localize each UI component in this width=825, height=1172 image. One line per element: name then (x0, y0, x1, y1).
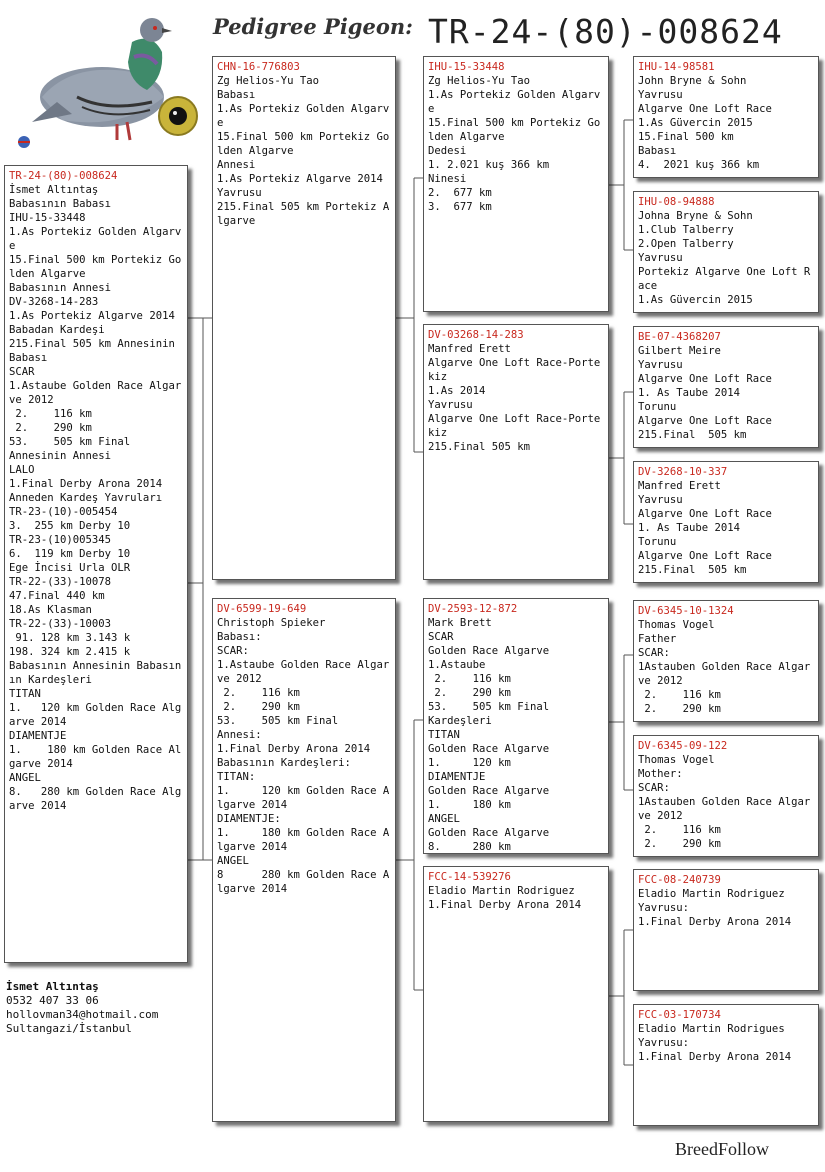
detail-line: 8 280 km Golden Race Algarve 2014 (217, 869, 390, 895)
detail-line: Mark Brett (428, 617, 492, 629)
detail-line: Babası: (217, 631, 262, 643)
sss-details (638, 74, 814, 172)
detail-line: Algarve One Loft Race (638, 415, 772, 427)
detail-line: Ninesi (428, 173, 467, 185)
ddd-details (638, 1022, 814, 1064)
subject-card (4, 165, 188, 963)
detail-line: SCAR (428, 631, 454, 643)
detail-line: 1.Astaube (428, 659, 486, 671)
detail-line: Mother: (638, 768, 683, 780)
detail-line: Dedesi (428, 145, 467, 157)
detail-line: DIAMENTJE (428, 771, 486, 783)
detail-line: Eladio Martin Rodriguez (638, 888, 785, 900)
dam-card (212, 598, 396, 1122)
detail-line: Father (638, 633, 677, 645)
detail-line: Babadan Kardeşi (9, 324, 105, 336)
detail-line: 1. As Taube 2014 (638, 522, 741, 534)
detail-line: 15.Final 500 km Portekiz Golden Algarve (428, 117, 601, 143)
detail-line: 1.Final Derby Arona 2014 (217, 743, 371, 755)
ssd-card (633, 191, 819, 313)
detail-line: Yavrusu (638, 359, 683, 371)
sire-sire-card (423, 56, 609, 312)
detail-line: 215.Final 505 km (638, 429, 747, 441)
detail-line: 1.Club Talberry (638, 224, 734, 236)
detail-line: 2. 677 km (428, 187, 492, 199)
dss-card (633, 600, 819, 722)
detail-line: Torunu (638, 536, 677, 548)
detail-line: Babası (217, 89, 256, 101)
detail-line: 2. 116 km (9, 408, 92, 420)
detail-line: Eladio Martin Rodriguez (428, 885, 575, 897)
detail-line: ANGEL (217, 855, 249, 867)
detail-line: ANGEL (428, 813, 460, 825)
detail-line: DV-3268-14-283 (9, 296, 99, 308)
sds-details (638, 344, 814, 442)
detail-line: 53. 505 km Final (217, 715, 339, 727)
sdd-details (638, 479, 814, 577)
detail-line: 215.Final 505 km Annesinin Babası (9, 338, 182, 364)
sire-sire-details (428, 74, 604, 214)
dam-sire-ring: DV-2593-12-872 (428, 603, 518, 615)
subject-ring: TR-24-(80)-008624 (9, 170, 118, 182)
detail-line: İsmet Altıntaş (9, 184, 99, 196)
detail-line: 15.Final 500 km (638, 131, 734, 143)
detail-line: Golden Race Algarve (428, 827, 550, 839)
dds-card (633, 869, 819, 991)
detail-line: Algarve One Loft Race (638, 508, 772, 520)
detail-line: 6. 119 km Derby 10 (9, 548, 131, 560)
detail-line: 1.As Portekiz Algarve 2014 (217, 173, 383, 185)
detail-line: SCAR: (638, 647, 670, 659)
owner-contact (6, 980, 158, 1036)
detail-line: 1. 180 km Golden Race Algarve 2014 (217, 827, 390, 853)
detail-line: Golden Race Algarve (428, 785, 550, 797)
dds-details (638, 887, 814, 929)
detail-line: 1.As Güvercin 2015 (638, 117, 753, 129)
detail-line: Yavrusu: (638, 1037, 690, 1049)
detail-line: 2. 116 km (638, 824, 721, 836)
detail-line: Golden Race Algarve (428, 743, 550, 755)
detail-line: TR-22-(33)-10003 (9, 618, 112, 630)
dam-dam-details (428, 884, 604, 912)
dam-sire-card (423, 598, 609, 854)
detail-line: 1.As 2014 (428, 385, 486, 397)
sire-dam-ring: DV-03268-14-283 (428, 329, 524, 341)
detail-line: 1.Final Derby Arona 2014 (428, 899, 582, 911)
detail-line: 1. 180 km (428, 799, 511, 811)
sds-card (633, 326, 819, 448)
detail-line: SCAR (9, 366, 35, 378)
ssd-details (638, 209, 814, 307)
detail-line: Manfred Erett (638, 480, 721, 492)
detail-line: 2. 290 km (9, 422, 92, 434)
detail-line: Annesinin Annesi (9, 450, 112, 462)
detail-line: 2. 290 km (638, 703, 721, 715)
dsd-ring: DV-6345-09-122 (638, 740, 728, 752)
detail-line: 1.Final Derby Arona 2014 (638, 1051, 792, 1063)
page-title-ring: TR-24-(80)-008624 (428, 12, 783, 51)
detail-line: 4. 2021 kuş 366 km (638, 159, 760, 171)
detail-line: TITAN (9, 688, 41, 700)
detail-line: Algarve One Loft Race (638, 103, 772, 115)
sire-sire-ring: IHU-15-33448 (428, 61, 505, 73)
detail-line: 1.Final Derby Arona 2014 (9, 478, 163, 490)
sire-details (217, 74, 391, 228)
detail-line: 3. 677 km (428, 201, 492, 213)
ssd-ring: IHU-08-94888 (638, 196, 715, 208)
detail-line: John Bryne & Sohn (638, 75, 747, 87)
detail-line: 15.Final 500 km Portekiz Golden Algarve (217, 131, 390, 157)
sire-ring: CHN-16-776803 (217, 61, 300, 73)
detail-line: Thomas Vogel (638, 754, 715, 766)
detail-line: 198. 324 km 2.415 k (9, 646, 131, 658)
detail-line: Manfred Erett (428, 343, 511, 355)
dss-ring: DV-6345-10-1324 (638, 605, 734, 617)
ddd-card (633, 1004, 819, 1126)
breedfollow-brand: BreedFollow (675, 1139, 769, 1159)
detail-line: 2.Open Talberry (638, 238, 734, 250)
detail-line: TR-23-(10)-005454 (9, 506, 118, 518)
detail-line: 1.As Portekiz Golden Algarve (217, 103, 390, 129)
detail-line: Babası (638, 145, 677, 157)
detail-line: 3. 255 km Derby 10 (9, 520, 131, 532)
detail-line: 1.As Portekiz Golden Algarve (428, 89, 601, 115)
detail-line: 215.Final 505 km (428, 441, 531, 453)
subject-details (9, 183, 183, 813)
detail-line: 215.Final 505 km Portekiz Algarve (217, 201, 390, 227)
detail-line: DIAMENTJE (9, 730, 67, 742)
detail-line: 1. 180 km Golden Race Algarve 2014 (9, 744, 182, 770)
ddd-ring: FCC-03-170734 (638, 1009, 721, 1021)
dam-dam-ring: FCC-14-539276 (428, 871, 511, 883)
detail-line: 1Astauben Golden Race Algarve 2012 (638, 796, 811, 822)
page-title-label: Pedigree Pigeon: (213, 14, 413, 39)
detail-line: Johna Bryne & Sohn (638, 210, 753, 222)
dsd-card (633, 735, 819, 857)
detail-line: Algarve One Loft Race-Portekiz (428, 413, 601, 439)
detail-line: 91. 128 km 3.143 k (9, 632, 131, 644)
owner-phone: 0532 407 33 06 (6, 994, 99, 1007)
dsd-details (638, 753, 814, 851)
detail-line: ANGEL (9, 772, 41, 784)
detail-line: Thomas Vogel (638, 619, 715, 631)
detail-line: 8. 280 km (428, 841, 511, 853)
sdd-ring: DV-3268-10-337 (638, 466, 728, 478)
detail-line: 2. 290 km (638, 838, 721, 850)
detail-line: TR-23-(10)005345 (9, 534, 112, 546)
detail-line: TITAN: (217, 771, 256, 783)
detail-line: Annesi: (217, 729, 262, 741)
detail-line: Ege İncisi Urla OLR (9, 562, 131, 574)
detail-line: 215.Final 505 km (638, 564, 747, 576)
detail-line: Annesi (217, 159, 256, 171)
detail-line: IHU-15-33448 (9, 212, 86, 224)
detail-line: 2. 116 km (428, 673, 511, 685)
dam-ring: DV-6599-19-649 (217, 603, 307, 615)
detail-line: 1.Astaube Golden Race Algarve 2012 (217, 659, 390, 685)
detail-line: Zg Helios-Yu Tao (428, 75, 531, 87)
detail-line: Gilbert Meire (638, 345, 721, 357)
detail-line: Christoph Spieker (217, 617, 326, 629)
dam-sire-details (428, 616, 604, 854)
detail-line: Yavrusu: (638, 902, 690, 914)
detail-line: 1.As Portekiz Algarve 2014 (9, 310, 175, 322)
detail-line: 2. 290 km (217, 701, 300, 713)
detail-line: SCAR: (638, 782, 670, 794)
detail-line: Kardeşleri (428, 715, 492, 727)
detail-line: 1. As Taube 2014 (638, 387, 741, 399)
detail-line: 1.Astaube Golden Race Algarve 2012 (9, 380, 182, 406)
detail-line: TITAN (428, 729, 460, 741)
dam-dam-card (423, 866, 609, 1122)
detail-line: Yavrusu (217, 187, 262, 199)
detail-line: Babasının Annesi (9, 282, 112, 294)
detail-line: Eladio Martin Rodrigues (638, 1023, 785, 1035)
detail-line: Algarve One Loft Race-Portekiz (428, 357, 601, 383)
detail-line: 1. 2.021 kuş 366 km (428, 159, 550, 171)
sire-dam-card (423, 324, 609, 580)
detail-line: Yavrusu (638, 494, 683, 506)
sire-card (212, 56, 396, 580)
sdd-card (633, 461, 819, 583)
detail-line: 53. 505 km Final (428, 701, 550, 713)
dam-details (217, 616, 391, 896)
detail-line: 1.As Güvercin 2015 (638, 294, 753, 306)
sire-dam-details (428, 342, 604, 454)
detail-line: Yavrusu (638, 252, 683, 264)
sss-card (633, 56, 819, 178)
detail-line: Babasının Annesinin Babasının Kardeşleri (9, 660, 182, 686)
detail-line: 53. 505 km Final (9, 436, 131, 448)
detail-line: 2. 116 km (217, 687, 300, 699)
detail-line: Yavrusu (638, 89, 683, 101)
detail-line: Golden Race Algarve (428, 645, 550, 657)
dss-details (638, 618, 814, 716)
owner-city: Sultangazi/İstanbul (6, 1022, 132, 1035)
detail-line: TR-22-(33)-10078 (9, 576, 112, 588)
detail-line: 1Astauben Golden Race Algarve 2012 (638, 661, 811, 687)
detail-line: 2. 290 km (428, 687, 511, 699)
sds-ring: BE-07-4368207 (638, 331, 721, 343)
detail-line: Yavrusu (428, 399, 473, 411)
detail-line: 1.Final Derby Arona 2014 (638, 916, 792, 928)
detail-line: Portekiz Algarve One Loft Race (638, 266, 811, 292)
detail-line: Algarve One Loft Race (638, 373, 772, 385)
detail-line: SCAR: (217, 645, 249, 657)
detail-line: 18.As Klasman (9, 604, 92, 616)
detail-line: LALO (9, 464, 35, 476)
detail-line: Anneden Kardeş Yavruları (9, 492, 163, 504)
detail-line: 1. 120 km (428, 757, 511, 769)
detail-line: Babasının Kardeşleri: (217, 757, 351, 769)
detail-line: DIAMENTJE: (217, 813, 281, 825)
owner-name: İsmet Altıntaş (6, 980, 99, 993)
detail-line: 2. 116 km (638, 689, 721, 701)
detail-line: 1.As Portekiz Golden Algarve (9, 226, 182, 252)
detail-line: 1. 120 km Golden Race Algarve 2014 (9, 702, 182, 728)
sss-ring: IHU-14-98581 (638, 61, 715, 73)
detail-line: 15.Final 500 km Portekiz Golden Algarve (9, 254, 182, 280)
detail-line: Zg Helios-Yu Tao (217, 75, 320, 87)
detail-line: 1. 120 km Golden Race Algarve 2014 (217, 785, 390, 811)
detail-line: 8. 280 km Golden Race Algarve 2014 (9, 786, 182, 812)
dds-ring: FCC-08-240739 (638, 874, 721, 886)
detail-line: 47.Final 440 km (9, 590, 105, 602)
detail-line: Torunu (638, 401, 677, 413)
detail-line: Algarve One Loft Race (638, 550, 772, 562)
owner-email[interactable]: hollovman34@hotmail.com (6, 1008, 159, 1021)
detail-line: Babasının Babası (9, 198, 112, 210)
